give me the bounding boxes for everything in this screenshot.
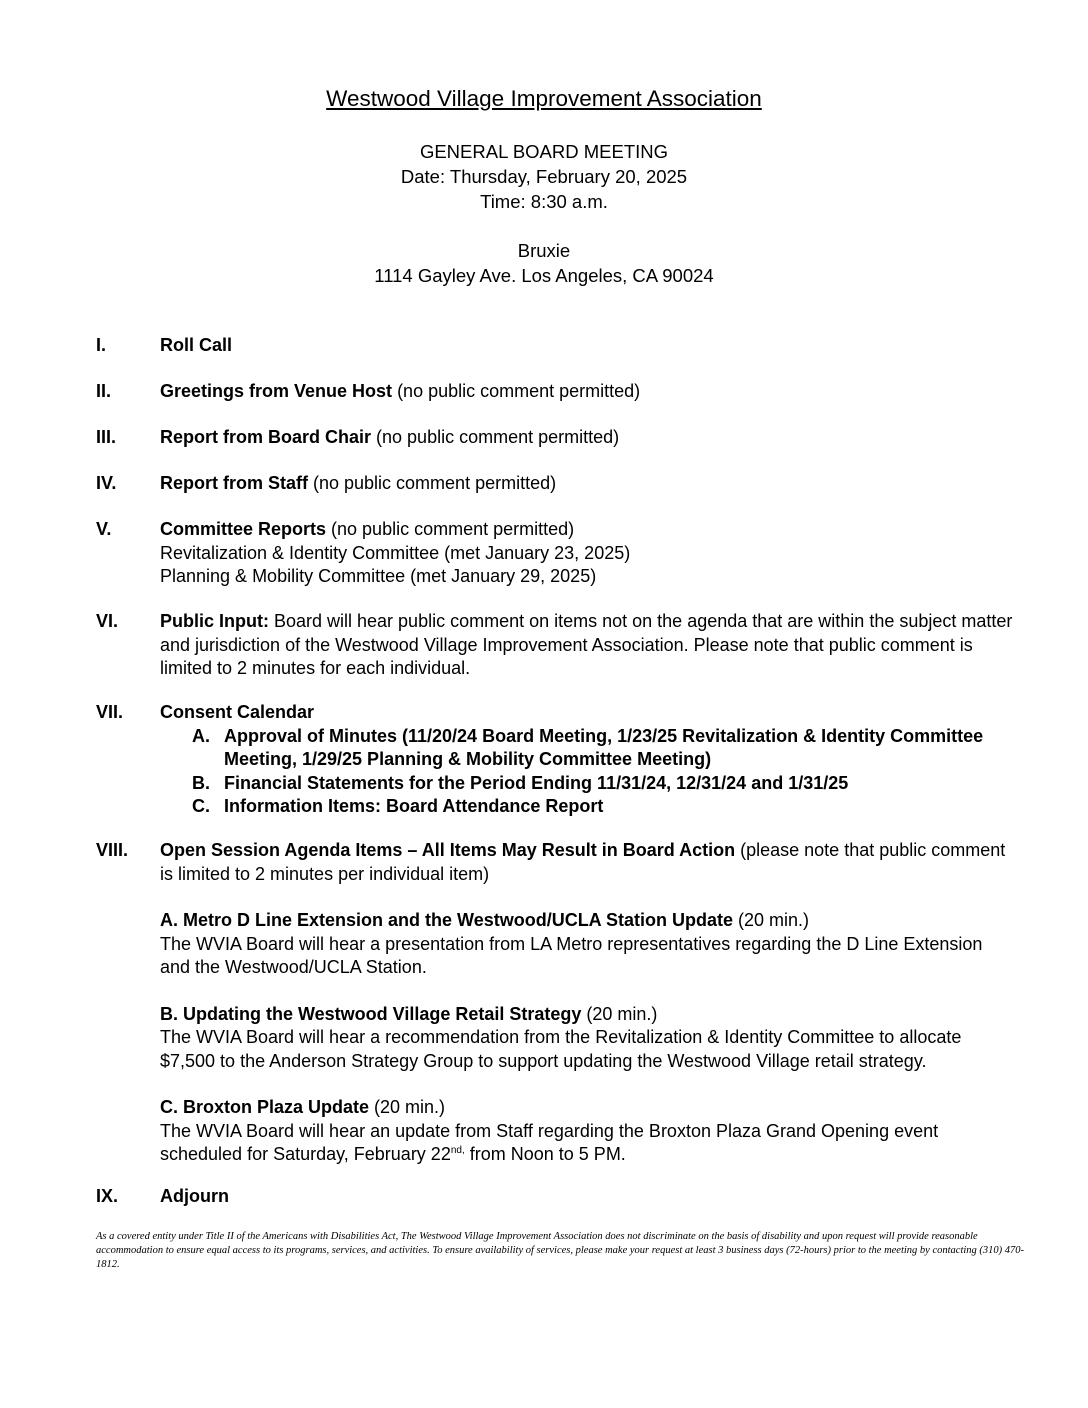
session-title: C. Broxton Plaza Update xyxy=(160,1097,370,1117)
item-title: Committee Reports xyxy=(160,519,327,539)
item-note: (no public comment permitted) xyxy=(371,427,620,447)
item-note: (please note that public comment is limited to 2 minutes per individual item) xyxy=(160,840,1006,884)
item-title: Report from Staff xyxy=(160,473,308,493)
meeting-time: Time: 8:30 a.m. xyxy=(480,191,608,212)
agenda-item-board-chair xyxy=(96,426,1016,450)
ordinal-suffix: nd, xyxy=(450,1145,465,1156)
venue-address: 1114 Gayley Ave. Los Angeles, CA 90024 xyxy=(374,265,714,286)
consent-text: Financial Statements for the Period Ending 11/31/24, 12/31/24 and 1/31/25 xyxy=(224,772,849,793)
item-title: Greetings from Venue Host xyxy=(160,381,393,401)
agenda-item-committee-reports xyxy=(96,518,1016,589)
consent-letter: A. xyxy=(192,725,210,746)
item-number: IX. xyxy=(96,1186,119,1206)
open-session-item xyxy=(160,1003,1016,1074)
committee-line: Revitalization & Identity Committee (met January 23, 2025) xyxy=(160,542,631,563)
item-number: VII. xyxy=(96,702,124,722)
consent-item xyxy=(192,772,1016,796)
agenda-item-consent-calendar xyxy=(96,701,1016,819)
item-title: Roll Call xyxy=(160,335,233,355)
item-title: Public Input: xyxy=(160,611,269,631)
agenda-item-open-session xyxy=(96,839,1016,1167)
committee-line: Planning & Mobility Committee (met January 29, 2025) xyxy=(160,566,597,586)
item-title: Consent Calendar xyxy=(160,702,315,722)
ada-notice: As a covered entity under Title II of the Americans with Disabilities Act, The Westwood Village Improvement Association does not discriminate on the basis of disability and upon request will provide reasonable accommodation to ensure equal access to its programs, services, and activities. To ensure availability of services, please make your request at least 3 business days (72-hours) prior to the meeting by contacting (310) 470-1812. xyxy=(96,1231,1025,1270)
item-note: (no public comment permitted) xyxy=(326,519,575,539)
item-number: II. xyxy=(96,381,112,401)
session-text xyxy=(160,1120,1016,1167)
item-number: III. xyxy=(96,427,117,447)
venue-name: Bruxie xyxy=(517,240,571,261)
session-text-part: The WVIA Board will hear an update from Staff regarding the Broxton Plaza Grand Opening event scheduled for Saturday, February 22 xyxy=(160,1120,939,1164)
agenda-item-public-input xyxy=(96,610,1016,681)
consent-item xyxy=(192,795,1016,819)
item-text: Board will hear public comment on items not on the agenda that are within the subject matter and jurisdiction of the Westwood Village Improvement Association. Please note that public comment is limited to 2 minutes for each individual. xyxy=(160,611,1013,678)
session-duration: (20 min.) xyxy=(581,1003,658,1024)
item-number: VI. xyxy=(96,611,119,631)
consent-letter: C. xyxy=(192,796,210,816)
consent-text: Information Items: Board Attendance Report xyxy=(224,796,604,816)
item-title: Report from Board Chair xyxy=(160,427,372,447)
consent-text: Approval of Minutes (11/20/24 Board Meeting, 1/23/25 Revitalization & Identity Committee Meeting, 1/29/25 Planning & Mobility Committee Meeting) xyxy=(224,725,984,769)
item-number: I. xyxy=(96,335,107,355)
item-note: (no public comment permitted) xyxy=(308,473,557,493)
open-session-item xyxy=(160,1096,1016,1167)
session-title: A. Metro D Line Extension and the Westwood/UCLA Station Update xyxy=(160,910,734,930)
consent-letter: B. xyxy=(192,772,210,793)
session-duration: (20 min.) xyxy=(369,1097,446,1117)
item-title: Open Session Agenda Items – All Items May Result in Board Action xyxy=(160,840,736,860)
item-number: IV. xyxy=(96,473,117,493)
page-title: Westwood Village Improvement Association xyxy=(326,86,762,111)
agenda-item-staff xyxy=(96,472,1016,496)
session-duration: (20 min.) xyxy=(733,910,810,930)
open-session-item xyxy=(160,909,1016,980)
item-note: (no public comment permitted) xyxy=(392,381,641,401)
session-title: B. Updating the Westwood Village Retail Strategy xyxy=(160,1003,582,1024)
session-text: The WVIA Board will hear a recommendation from the Revitalization & Identity Committee to allocate $7,500 to the Anderson Strategy Group to support updating the Westwood Village retail strategy. xyxy=(160,1027,962,1071)
agenda-item-venue-host xyxy=(96,380,1016,404)
meeting-type: GENERAL BOARD MEETING xyxy=(419,141,669,162)
agenda-item-adjourn xyxy=(96,1185,1016,1209)
consent-item xyxy=(192,725,1016,772)
meeting-date: Date: Thursday, February 20, 2025 xyxy=(400,166,688,187)
agenda-item-roll-call xyxy=(96,334,1016,358)
session-text: The WVIA Board will hear a presentation from LA Metro representatives regarding the D Line Extension and the Westwood/UCLA Station. xyxy=(160,933,983,977)
session-text-part: from Noon to 5 PM. xyxy=(464,1144,626,1164)
item-title: Adjourn xyxy=(160,1186,229,1206)
item-number: V. xyxy=(96,519,112,539)
item-number: VIII. xyxy=(96,840,129,860)
